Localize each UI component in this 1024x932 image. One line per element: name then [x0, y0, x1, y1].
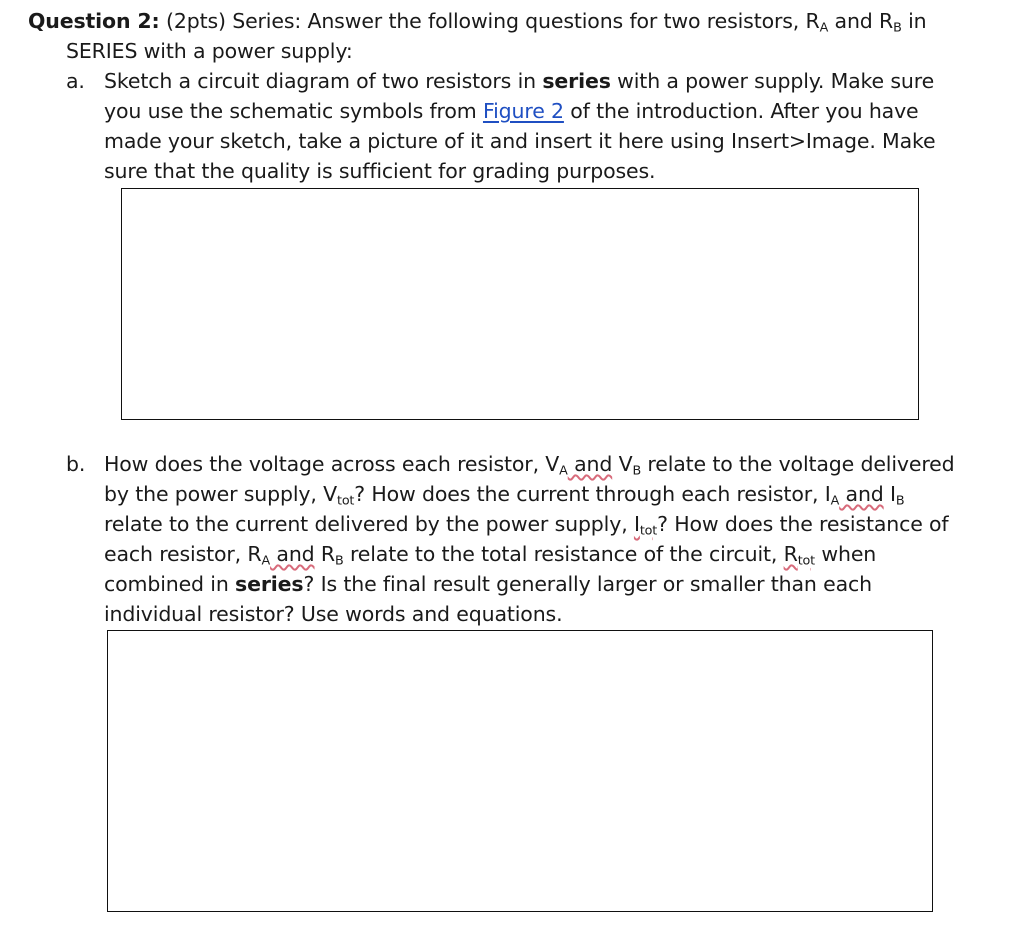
part-a-text-line2: you use the schematic symbols from Figure 2 of the introduction. After you have [104, 99, 919, 123]
series-bold: series [542, 69, 611, 93]
part-a-answer-box[interactable] [121, 188, 919, 420]
part-b-marker: b. [66, 452, 86, 476]
figure-2-link[interactable]: Figure 2 [482, 99, 564, 123]
part-a-text-line3: made your sketch, take a picture of it and insert it here using Insert>Image. Make [104, 129, 936, 153]
part-b-text-line1: How does the voltage across each resistor, $V_A$ and $V_B$ relate to the voltage delivered [104, 452, 955, 478]
part-b-answer-box[interactable] [107, 630, 933, 912]
part-b-text-line6: individual resistor? Use words and equations. [104, 602, 563, 626]
question-title-line [28, 6, 926, 36]
part-b-text-line4: each resistor, $R_A$ and $R_B$ relate to the total resistance of the circuit, $R_{tot}$ when [104, 542, 877, 568]
series-bold-b: series [235, 572, 304, 596]
question-prompt-line2: SERIES with a power supply: [66, 39, 353, 63]
part-b-text-line2: by the power supply, $V_{tot}$? How does the current through each resistor, $I_A$ and $I_B$ [104, 482, 905, 508]
part-a-marker: a. [66, 69, 85, 93]
part-a-text-line4: sure that the quality is sufficient for grading purposes. [104, 159, 656, 183]
question-label: Question 2: [28, 9, 160, 33]
part-b-text-line5: combined in series? Is the final result generally larger or smaller than each [104, 572, 872, 596]
part-a-text-line1: Sketch a circuit diagram of two resistors in series with a power supply. Make sure [104, 69, 935, 93]
question-prompt: (2pts) Series: Answer the following questions for two resistors, $R_A$ and $R_B$ in [165, 9, 927, 35]
part-b-text-line3: relate to the current delivered by the power supply, $I_{tot}$? How does the resistance of [104, 512, 949, 538]
